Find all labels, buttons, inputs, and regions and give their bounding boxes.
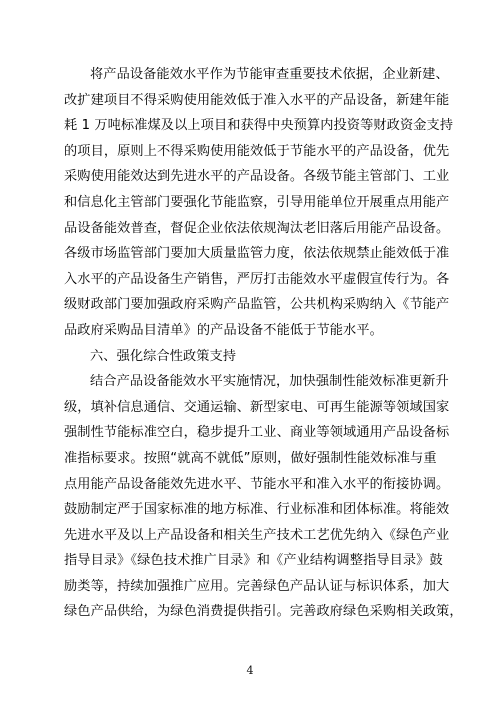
paragraph-line: 指导目录》《绿色技术推广目录》和《产业结构调整指导目录》鼓 xyxy=(64,553,443,569)
paragraph-line: 各级市场监管部门要加大质量监管力度，依法依规禁止能效低于准 xyxy=(64,246,450,262)
paragraph-line: 将产品设备能效水平作为节能审查重要技术依据，企业新建、 xyxy=(90,67,449,82)
paragraph-line: 级，填补信息通信、交通运输、新型家电、可再生能源等领域国家 xyxy=(64,399,450,415)
paragraph-line: 耗 1 万吨标准煤及以上项目和获得中央预算内投资等财政资金支持 xyxy=(64,118,454,134)
body-text xyxy=(64,62,463,625)
paragraph-line: 入水平的产品设备生产销售，严厉打击能效水平虚假宣传行为。各 xyxy=(64,271,450,287)
paragraph-line: 和信息化主管部门要强化节能监察，引导用能单位开展重点用能产 xyxy=(64,194,450,210)
paragraph-line: 级财政部门要加强政府采购产品监管，公共机构采购纳入《节能产 xyxy=(64,297,450,313)
paragraph-line: 的项目，原则上不得采购使用能效低于节能水平的产品设备，优先 xyxy=(64,143,450,159)
paragraph-line: 绿色产品供给，为绿色消费提供指引。完善政府绿色采购相关政策， xyxy=(64,604,463,620)
paragraph-line: 准指标要求。按照“就高不就低”原则，做好强制性能效标准与重 xyxy=(64,450,437,466)
paragraph-line: 采购使用能效达到先进水平的产品设备。各级节能主管部门、工业 xyxy=(64,169,450,185)
paragraph-line: 结合产品设备能效水平实施情况，加快强制性能效标准更新升 xyxy=(90,374,449,390)
section-heading: 六、强化综合性政策支持 xyxy=(90,348,237,364)
page-number: 4 xyxy=(246,664,254,677)
paragraph-line: 改扩建项目不得采购使用能效低于准入水平的产品设备，新建年能 xyxy=(64,92,450,108)
paragraph-line: 励类等，持续加强推广应用。完善绿色产品认证与标识体系，加大 xyxy=(64,578,450,594)
paragraph-line: 品设备能效普查，督促企业依法依规淘汰老旧落后用能产品设备。 xyxy=(64,220,450,236)
paragraph-line: 强制性节能标准空白，稳步提升工业、商业等领域通用产品设备标 xyxy=(64,425,450,441)
paragraph-line: 点用能产品设备能效先进水平、节能水平和准入水平的衔接协调。 xyxy=(64,476,450,492)
paragraph-line: 先进水平及以上产品设备和相关生产技术工艺优先纳入《绿色产业 xyxy=(64,527,450,543)
paragraph-line: 鼓励制定严于国家标准的地方标准、行业标准和团体标准。将能效 xyxy=(64,502,450,518)
paragraph-line: 品政府采购品目清单》的产品设备不能低于节能水平。 xyxy=(64,322,383,338)
